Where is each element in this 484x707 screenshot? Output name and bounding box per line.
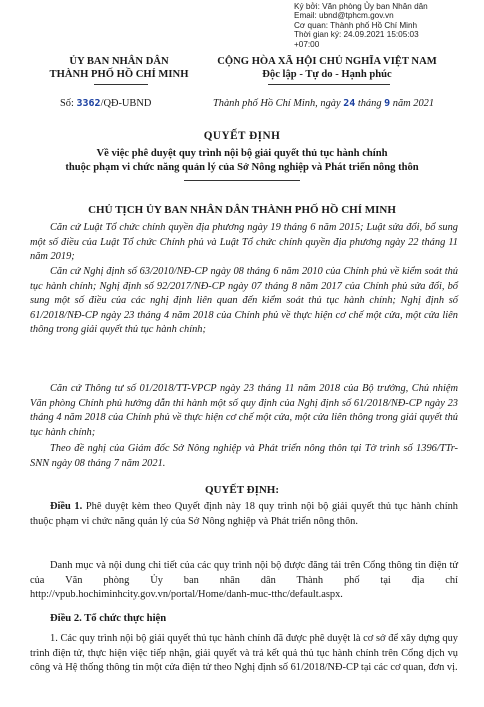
- authority-line1: ỦY BAN NHÂN DÂN: [69, 56, 169, 67]
- basis-paragraph: Theo đề nghị của Giám đốc Sở Nông nghiệp và Phát triển nông thôn tại Tờ trình số 1396/TTr-SNN ngày 08 tháng 7 năm 2021.: [30, 443, 458, 469]
- motto: Độc lập - Tự do - Hạnh phúc: [262, 69, 392, 80]
- article-2-heading: Điều 2. Tổ chức thực hiện: [50, 613, 167, 624]
- national-motto: [196, 55, 458, 81]
- signature-time: Thời gian ký: 24.09.2021 15:05:03: [294, 30, 419, 40]
- so-label: Số:: [60, 98, 74, 109]
- signature-timezone: +07:00: [294, 39, 320, 49]
- document-date: [213, 98, 434, 109]
- date-month-label: tháng: [357, 98, 382, 109]
- authority-heading: CHỦ TỊCH ỦY BAN NHÂN DÂN THÀNH PHỐ HỒ CHÍ MINH: [88, 204, 396, 216]
- article-1-head: Điều 1.: [50, 501, 83, 512]
- article-1-paragraph-2: Danh mục và nội dung chi tiết của các quy trình nội bộ được đăng tải trên Cổng thông tin điện tử của Văn phòng Ủy ban nhân dân Thành phố tại địa chỉ http://vpub.hochiminhcity.gov.vn/portal/Home/danh-muc-tthc/default.aspx.: [30, 560, 458, 601]
- document-title: QUYẾT ĐỊNH: [203, 130, 281, 142]
- document-subject: [30, 147, 454, 174]
- subject-line1: Về việc phê duyệt quy trình nội bộ giải quyết thủ tục hành chính: [96, 148, 388, 159]
- signature-signer: Ký bởi: Văn phòng Ủy ban Nhân dân: [294, 2, 428, 11]
- signature-agency: Cơ quan: Thành phố Hồ Chí Minh: [294, 20, 418, 30]
- date-prefix: Thành phố Hồ Chí Minh, ngày: [213, 98, 341, 109]
- signature-email: Email: ubnd@tphcm.gov.vn: [294, 11, 394, 21]
- digital-signature-block: [294, 2, 428, 49]
- date-month-handwritten: 9: [384, 98, 391, 109]
- article-1: [30, 500, 458, 529]
- article-1-text: Phê duyệt kèm theo Quyết định này 18 quy trình nội bộ giải quyết thủ tục hành chính thuộc phạm vi chức năng quản lý của Sở Nông nghiệp và Phát triển nông thôn.: [30, 501, 458, 527]
- decision-heading: QUYẾT ĐỊNH:: [204, 484, 280, 496]
- country-name: CỘNG HÒA XÃ HỘI CHỦ NGHĨA VIỆT NAM: [217, 56, 437, 67]
- basis-paragraph: Căn cứ Nghị định số 63/2010/NĐ-CP ngày 08 tháng 6 năm 2010 của Chính phủ về kiểm soát thủ tục hành chính; Nghị định số 92/2017/NĐ-CP ngày 07 tháng 8 năm 2017 của Chính phủ sửa đổi, bổ sung một số điều của các nghị định liên quan đến kiểm soát thủ tục hành chính; Nghị định số 61/2018/NĐ-CP ngày 23 tháng 4 năm 2018 của Chính phủ về thực hiện cơ chế một cửa, một cửa liên thông trong giải quyết thủ tục hành chính;: [30, 266, 458, 336]
- basis-paragraph: Căn cứ Thông tư số 01/2018/TT-VPCP ngày 23 tháng 11 năm 2018 của Bộ trưởng, Chủ nhiệm Văn phòng Chính phủ hướng dẫn thi hành một số quy định của Nghị định số 61/2018/NĐ-CP ngày 23 tháng 4 năm 2018 của Chính phủ về thực hiện cơ chế một cửa, một cửa liên thông trong giải quyết thủ tục hành chính;: [30, 383, 458, 438]
- date-year: năm 2021: [392, 98, 435, 109]
- article-2-item-1: 1. Các quy trình nội bộ giải quyết thủ tục hành chính đã được phê duyệt là cơ sở để xây dựng quy trình điện tử, thực hiện việc tiếp nhận, giải quyết và trả kết quả thủ tục hành chính trên Cổng dịch vụ công và Hệ thống thông tin một cửa điện tử theo Nghị định số 61/2018/NĐ-CP tại các cơ quan, đơn vị.: [30, 633, 458, 674]
- so-suffix: /QĐ-UBND: [100, 98, 152, 109]
- authority-underline: [94, 84, 148, 85]
- document-number: [60, 98, 151, 109]
- issuing-authority: [44, 55, 194, 81]
- authority-line2: THÀNH PHỐ HỒ CHÍ MINH: [49, 69, 189, 80]
- subject-line2: thuộc phạm vi chức năng quản lý của Sở Nông nghiệp và Phát triển nông thôn: [65, 161, 419, 173]
- subject-underline: [184, 180, 300, 181]
- basis-paragraph: Căn cứ Luật Tổ chức chính quyền địa phương ngày 19 tháng 6 năm 2015; Luật sửa đổi, bổ sung một số điều của Luật Tổ chức Chính phủ và Luật Tổ chức chính quyền địa phương ngày 22 tháng 11 năm 2019;: [30, 222, 458, 263]
- so-number-handwritten: 3362: [76, 98, 101, 109]
- date-day-handwritten: 24: [343, 98, 356, 109]
- motto-underline: [268, 84, 390, 85]
